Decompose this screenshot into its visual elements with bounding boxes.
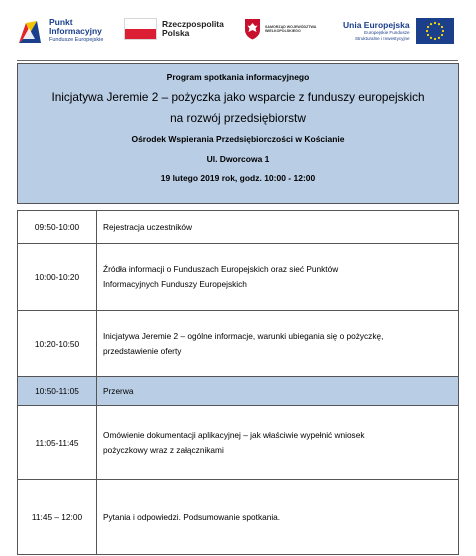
eu-flag-icon <box>416 18 454 44</box>
agenda-time: 10:00-10:20 <box>18 244 97 310</box>
event-title-line2: na rozwój przedsiębiorstw <box>170 111 306 125</box>
agenda-time: 10:50-11:05 <box>18 377 97 405</box>
agenda-time: 09:50-10:00 <box>18 211 97 243</box>
agenda-description <box>103 211 450 243</box>
agenda-description-line: Pytania i odpowiedzi. Podsumowanie spotkania. <box>103 511 281 522</box>
agenda-row <box>17 210 459 243</box>
wielkopolska-coat-of-arms-icon <box>244 18 261 40</box>
fundusze-logo-line2: Informacyjny <box>49 26 102 36</box>
agenda-description-line: pożyczkowy wraz z załącznikami <box>103 444 224 455</box>
wlkp-logo-line1: SAMORZĄD WOJEWÓDZTWA <box>265 24 317 29</box>
agenda-description-line: Przerwa <box>103 385 134 396</box>
agenda-row <box>17 310 459 376</box>
polish-flag-icon <box>124 18 157 40</box>
agenda-description <box>103 406 450 479</box>
agenda-row <box>17 405 459 479</box>
agenda-description-line: Omówienie dokumentacji aplikacyjnej – jak właściwie wypełnić wniosek <box>103 429 365 440</box>
agenda-description-line: Inicjatywa Jeremie 2 – ogólne informacje, warunki ubiegania się o pożyczkę, <box>103 330 384 341</box>
agenda-description-line: przedstawienie oferty <box>103 345 182 356</box>
logo-strip <box>0 0 476 56</box>
agenda-time: 10:20-10:50 <box>18 311 97 376</box>
logo-separator-line <box>17 60 458 61</box>
rp-logo-line1: Rzeczpospolita <box>162 19 224 29</box>
agenda-description-line: Źródła informacji o Funduszach Europejskich oraz sieć Punktów <box>103 264 339 274</box>
program-label: Program spotkania informacyjnego <box>166 72 310 82</box>
agenda-description <box>103 480 450 554</box>
agenda-description <box>103 377 450 405</box>
unia-europejska-logo <box>343 18 454 44</box>
organizer: Ośrodek Wspierania Przedsiębiorczości w Kościanie <box>131 134 345 144</box>
address: Ul. Dworcowa 1 <box>206 154 270 164</box>
fundusze-europejskie-icon <box>17 19 43 45</box>
agenda-row-break <box>17 376 459 405</box>
agenda-time: 11:45 – 12:00 <box>18 480 97 554</box>
fundusze-europejskie-logo <box>17 18 103 45</box>
fundusze-logo-line1: Punkt <box>49 17 73 27</box>
wielkopolska-logo <box>244 18 333 40</box>
ue-logo-line2: Europejskie Fundusze <box>364 30 410 35</box>
event-datetime: 19 lutego 2019 rok, godz. 10:00 - 12:00 <box>160 173 316 183</box>
agenda-row <box>17 243 459 310</box>
rzeczpospolita-polska-logo <box>124 18 224 40</box>
agenda-row <box>17 479 459 555</box>
fundusze-logo-line3: Fundusze Europejskie <box>49 37 104 43</box>
rp-logo-line2: Polska <box>162 28 190 38</box>
event-title-line1: Inicjatywa Jeremie 2 – pożyczka jako wsparcie z funduszy europejskich <box>51 90 425 104</box>
program-header-box <box>17 63 459 204</box>
ue-logo-line3: Strukturalne i Inwestycyjne <box>354 36 410 41</box>
wlkp-logo-line2: WIELKOPOLSKIEGO <box>265 29 301 33</box>
agenda-time: 11:05-11:45 <box>18 406 97 479</box>
agenda-description-line: Rejestracja uczestników <box>103 221 192 232</box>
agenda-description-line: Informacyjnych Funduszy Europejskich <box>103 279 247 289</box>
agenda-description <box>103 311 450 376</box>
ue-logo-line1: Unia Europejska <box>343 20 410 30</box>
agenda-description <box>103 244 450 310</box>
